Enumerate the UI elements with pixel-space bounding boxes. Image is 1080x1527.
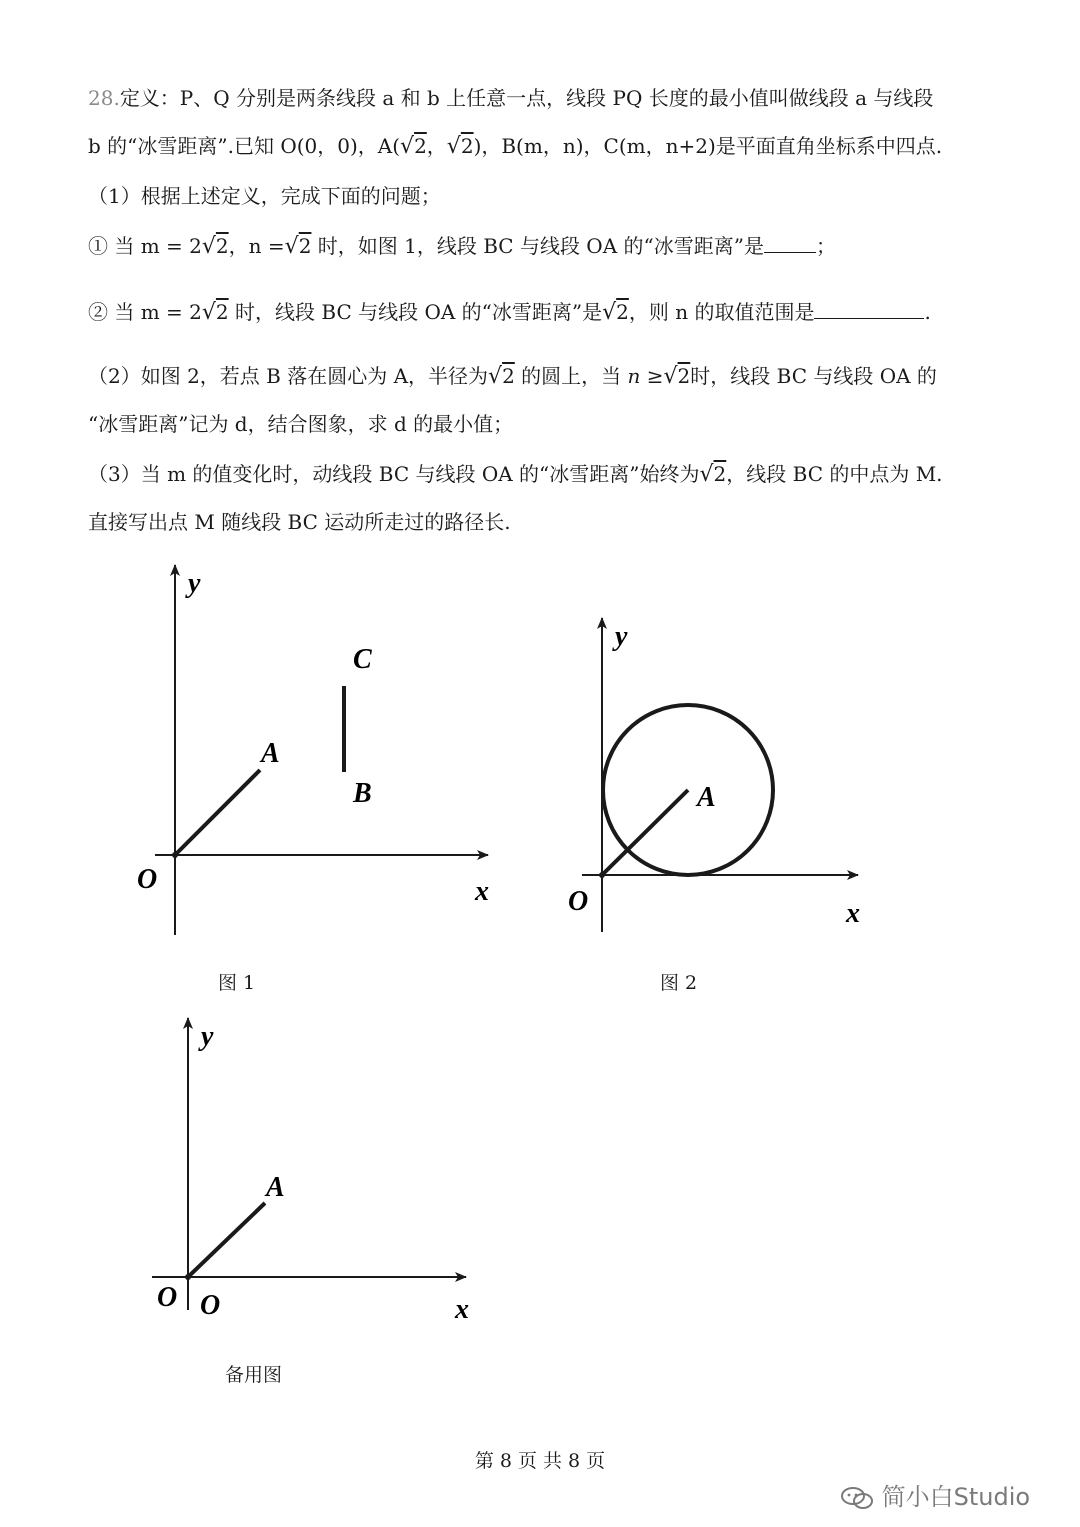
coef-value: 2 xyxy=(189,234,202,258)
fig1-label-y: y xyxy=(188,568,201,599)
fig3-label-y: y xyxy=(201,1021,214,1052)
sqrt-value: 2 xyxy=(502,364,515,388)
part2-text-a: （2）如图 2，若点 B 落在圆心为 A，半径为 xyxy=(88,364,489,388)
q2-end: . xyxy=(924,300,931,324)
sqrt-value: 2 xyxy=(616,300,629,324)
fig2-label-o: O xyxy=(568,886,589,917)
part3-text-a: （3）当 m 的值变化时，动线段 BC 与线段 OA 的“冰雪距离”始终为 xyxy=(88,462,700,486)
sqrt-icon: √ xyxy=(663,364,678,389)
fig3-segment-oa xyxy=(188,1203,265,1277)
q1-text-b: ，n = xyxy=(228,234,285,258)
sqrt-icon: √ xyxy=(201,300,216,325)
q1-text-c: 时，如图 1，线段 BC 与线段 OA 的“冰雪距离”是 xyxy=(317,234,764,258)
part1-title: （1）根据上述定义，完成下面的问题； xyxy=(88,184,441,208)
fig1-caption: 图 1 xyxy=(218,972,256,994)
fig2-label-x: x xyxy=(846,898,860,929)
condition-n-ge: n ≥ xyxy=(627,364,664,388)
definition-text-c: )，B(m，n)，C(m，n+2)是平面直角坐标系中四点. xyxy=(473,134,943,158)
fig1-label-c: C xyxy=(353,644,372,675)
part3-text-b: ，线段 BC 的中点为 M. xyxy=(726,462,943,486)
fig3-caption: 备用图 xyxy=(225,1364,283,1386)
fig2-origin-dot xyxy=(599,872,605,878)
fig2-label-a: A xyxy=(697,782,716,813)
fig3-label-x: x xyxy=(455,1294,469,1325)
figure-2 xyxy=(568,618,860,932)
sqrt-icon: √ xyxy=(284,234,299,259)
definition-text-a: b 的“冰雪距离”.已知 O(0，0)，A( xyxy=(88,134,401,158)
fig3-origin-dot xyxy=(185,1274,191,1280)
fig1-label-b: B xyxy=(353,778,372,809)
fig2-caption: 图 2 xyxy=(660,972,698,994)
sqrt-icon: √ xyxy=(699,462,714,487)
sqrt-value: 2 xyxy=(460,134,474,158)
coef-value: 2 xyxy=(189,300,202,324)
part2-line2: “冰雪距离”记为 d，结合图象，求 d 的最小值； xyxy=(88,412,514,436)
definition-text: 定义：P、Q 分别是两条线段 a 和 b 上任意一点，线段 PQ 长度的最小值叫做线段 a 与线段 xyxy=(119,86,934,110)
page-footer: 第 8 页 共 8 页 xyxy=(474,1450,606,1472)
sqrt-value: 2 xyxy=(414,134,427,158)
q2-text-b: 时，线段 BC 与线段 OA 的“冰雪距离”是 xyxy=(235,300,603,324)
fig2-label-y: y xyxy=(615,621,628,652)
sqrt-icon: √ xyxy=(400,134,415,159)
q1-text-a: ① 当 m = xyxy=(88,234,183,258)
q1-end: ； xyxy=(815,234,836,258)
part2-text-c: 时，线段 BC 与线段 OA 的 xyxy=(690,364,937,388)
part2-text-b: 的圆上，当 xyxy=(521,364,622,388)
wechat-icon xyxy=(840,1486,874,1510)
fig3-label-o: O xyxy=(157,1282,178,1313)
sqrt-value: 2 xyxy=(677,364,691,388)
figure-3 xyxy=(152,1018,469,1325)
fig1-label-a: A xyxy=(261,738,280,769)
part3-line2: 直接写出点 M 随线段 BC 运动所走过的路径长. xyxy=(88,510,511,534)
fig1-origin-dot xyxy=(172,852,178,858)
sqrt-icon: √ xyxy=(201,234,216,259)
watermark xyxy=(840,1477,1030,1512)
problem-number: 28. xyxy=(88,86,120,110)
sqrt-icon: √ xyxy=(446,134,461,159)
q2-text-c: ，则 n 的取值范围是 xyxy=(628,300,815,324)
sqrt-icon: √ xyxy=(602,300,617,325)
fig1-label-o: O xyxy=(137,864,158,895)
sqrt-value: 2 xyxy=(215,300,229,324)
sqrt-icon: √ xyxy=(488,364,503,389)
watermark-text: 简小白Studio xyxy=(881,1483,1031,1511)
sqrt-value: 2 xyxy=(215,234,229,258)
q2-text-a: ② 当 m = xyxy=(88,300,183,324)
figure-1 xyxy=(137,565,489,935)
fig1-label-x: x xyxy=(475,876,489,907)
definition-text-b: ， xyxy=(426,134,447,158)
sqrt-value: 2 xyxy=(298,234,312,258)
sqrt-value: 2 xyxy=(713,462,727,486)
fig3-label-a: A xyxy=(266,1172,285,1203)
fig3-label-o2: O xyxy=(200,1290,221,1321)
fig1-segment-oa xyxy=(175,770,260,855)
